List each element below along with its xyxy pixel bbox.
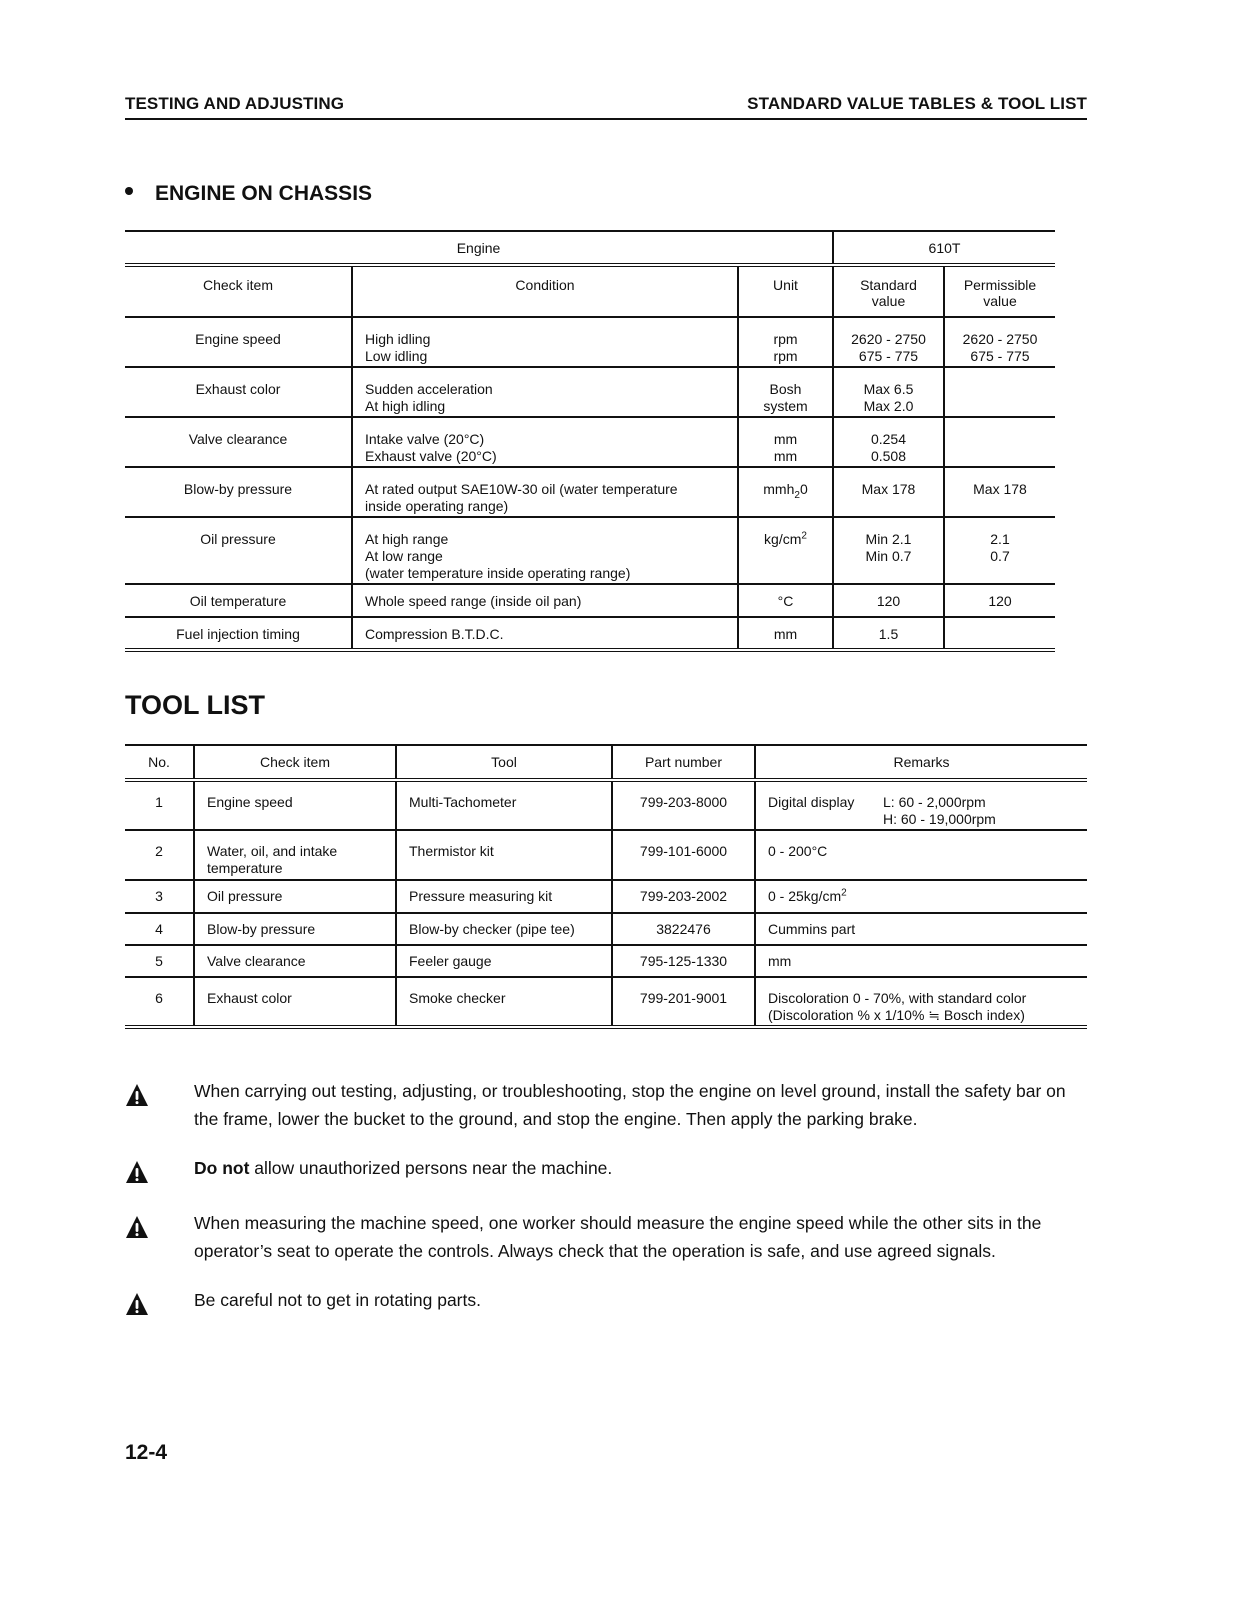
condition: Intake valve (20°C) Exhaust valve (20°C) xyxy=(352,417,738,467)
part-number: 799-101-6000 xyxy=(612,830,755,880)
col-tool: Tool xyxy=(396,745,612,780)
unit: Bosh system xyxy=(738,367,833,417)
permissible-value xyxy=(944,617,1055,650)
check-item: Oil temperature xyxy=(125,584,352,617)
col-no: No. xyxy=(125,745,194,780)
standard-value: 1.5 xyxy=(833,617,944,650)
table-row xyxy=(125,367,1055,417)
col-check-item: Check item xyxy=(194,745,396,780)
check-item: Valve clearance xyxy=(194,945,396,977)
row-number: 2 xyxy=(125,830,194,880)
check-item: Exhaust color xyxy=(194,977,396,1027)
unit: mm xyxy=(738,617,833,650)
tool-list-table xyxy=(125,744,1087,1029)
condition: At rated output SAE10W-30 oil (water temperature inside operating range) xyxy=(352,467,738,517)
standard-value: 120 xyxy=(833,584,944,617)
table-row xyxy=(125,317,1055,367)
row-number: 4 xyxy=(125,913,194,945)
unit: mm mm xyxy=(738,417,833,467)
table-row xyxy=(125,584,1055,617)
tool-name: Smoke checker xyxy=(396,977,612,1027)
unit: $kg/cm^2$ xyxy=(738,517,833,584)
check-item: Exhaust color xyxy=(125,367,352,417)
unit: rpm rpm xyxy=(738,317,833,367)
permissible-value: Max 178 xyxy=(944,467,1055,517)
warning-text: When measuring the machine speed, one worker should measure the engine speed while the other sits in the operator’s seat to operate the controls. Always check that the operation is safe, and use agreed signals. xyxy=(194,1213,1042,1261)
tool-name: Pressure measuring kit xyxy=(396,880,612,913)
warning-triangle-icon xyxy=(125,1083,149,1107)
table-row xyxy=(125,517,1055,584)
standard-value: Min 2.1 Min 0.7 xyxy=(833,517,944,584)
warning-triangle-icon xyxy=(125,1215,149,1239)
permissible-value: 2.1 0.7 xyxy=(944,517,1055,584)
part-number: 799-203-2002 xyxy=(612,880,755,913)
part-number: 799-203-8000 xyxy=(612,780,755,830)
standard-value: 2620 - 2750 675 - 775 xyxy=(833,317,944,367)
table-row xyxy=(125,780,1087,830)
remarks: Digital display L: 60 - 2,000rpm H: 60 - 19,000rpm xyxy=(755,780,1087,830)
permissible-value: 2620 - 2750 675 - 775 xyxy=(944,317,1055,367)
table-row xyxy=(125,977,1087,1027)
row-number: 3 xyxy=(125,880,194,913)
unit: mmh$_2$0 xyxy=(738,467,833,517)
check-item: Oil pressure xyxy=(194,880,396,913)
check-item: Valve clearance xyxy=(125,417,352,467)
check-item: Water, oil, and intake temperature xyxy=(194,830,396,880)
table-row xyxy=(125,880,1087,913)
tool-name: Multi-Tachometer xyxy=(396,780,612,830)
table-row xyxy=(125,417,1055,467)
warning-triangle-icon xyxy=(125,1160,149,1184)
standard-value: 0.254 0.508 xyxy=(833,417,944,467)
check-item: Engine speed xyxy=(125,317,352,367)
table-row xyxy=(125,467,1055,517)
warning-text: When carrying out testing, adjusting, or troubleshooting, stop the engine on level ground, install the safety bar on the frame, lower the bucket to the ground, and stop the engine. Then apply the parking brake. xyxy=(194,1081,1066,1129)
condition: Compression B.T.D.C. xyxy=(352,617,738,650)
tool-list-title: TOOL LIST xyxy=(125,690,266,720)
col-condition: Condition xyxy=(352,265,738,317)
row-number: 6 xyxy=(125,977,194,1027)
remarks: 0 - 200°C xyxy=(755,830,1087,880)
row-number: 5 xyxy=(125,945,194,977)
warning-text: Do not allow unauthorized persons near the machine. xyxy=(194,1158,613,1178)
model-group-header: 610T xyxy=(833,231,1055,265)
col-standard-value: Standard value xyxy=(833,265,944,317)
remarks: $0 - 25kg/cm^2$ xyxy=(755,880,1087,913)
remarks: mm xyxy=(755,945,1087,977)
header-chapter-title: STANDARD VALUE TABLES & TOOL LIST xyxy=(747,94,1087,113)
check-item: Blow-by pressure xyxy=(125,467,352,517)
table-row xyxy=(125,913,1087,945)
check-item: Engine speed xyxy=(194,780,396,830)
row-number: 1 xyxy=(125,780,194,830)
part-number: 799-201-9001 xyxy=(612,977,755,1027)
permissible-value xyxy=(944,367,1055,417)
remarks: Discoloration 0 - 70%, with standard color (Discoloration % x 1/10% ≒ Bosch index) xyxy=(755,977,1087,1027)
col-remarks: Remarks xyxy=(755,745,1087,780)
tool-name: Blow-by checker (pipe tee) xyxy=(396,913,612,945)
permissible-value: 120 xyxy=(944,584,1055,617)
unit: °C xyxy=(738,584,833,617)
header-section-title: TESTING AND ADJUSTING xyxy=(125,94,345,113)
condition: At high range At low range (water temperature inside operating range) xyxy=(352,517,738,584)
standard-value: Max 178 xyxy=(833,467,944,517)
page-header xyxy=(125,94,1087,120)
table-row xyxy=(125,945,1087,977)
warning-triangle-icon xyxy=(125,1292,149,1316)
col-part-number: Part number xyxy=(612,745,755,780)
engine-section-title: ENGINE ON CHASSIS xyxy=(125,182,372,206)
tool-name: Thermistor kit xyxy=(396,830,612,880)
table-row xyxy=(125,617,1055,650)
engine-standard-value-table xyxy=(125,230,1055,652)
col-unit: Unit xyxy=(738,265,833,317)
condition: Sudden acceleration At high idling xyxy=(352,367,738,417)
standard-value: Max 6.5 Max 2.0 xyxy=(833,367,944,417)
check-item: Oil pressure xyxy=(125,517,352,584)
tool-name: Feeler gauge xyxy=(396,945,612,977)
condition: High idling Low idling xyxy=(352,317,738,367)
check-item: Blow-by pressure xyxy=(194,913,396,945)
page-number: 12-4 xyxy=(125,1441,168,1464)
table-row xyxy=(125,830,1087,880)
check-item: Fuel injection timing xyxy=(125,617,352,650)
part-number: 795-125-1330 xyxy=(612,945,755,977)
warning-text: Be careful not to get in rotating parts. xyxy=(194,1290,481,1310)
part-number: 3822476 xyxy=(612,913,755,945)
bullet-icon xyxy=(125,187,133,195)
col-check-item: Check item xyxy=(125,265,352,317)
condition: Whole speed range (inside oil pan) xyxy=(352,584,738,617)
permissible-value xyxy=(944,417,1055,467)
col-permissible-value: Permissible value xyxy=(944,265,1055,317)
remarks: Cummins part xyxy=(755,913,1087,945)
engine-group-header: Engine xyxy=(125,231,833,265)
